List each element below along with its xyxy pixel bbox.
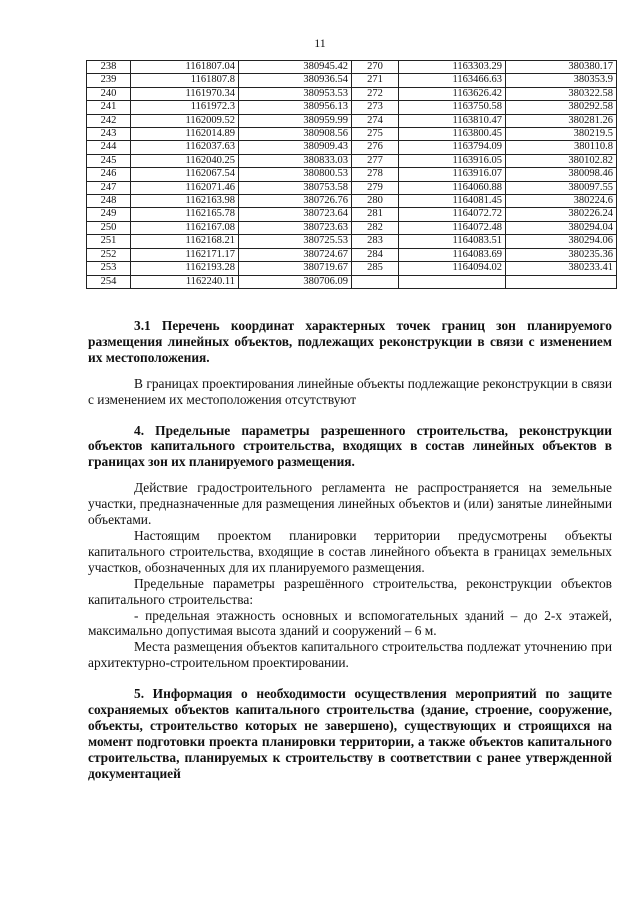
- table-row: [87, 141, 617, 154]
- y-coordinate-cell: 380233.41: [506, 262, 617, 275]
- x-coordinate-cell: 1162009.52: [131, 114, 239, 127]
- x-coordinate-cell: 1163466.63: [399, 74, 506, 87]
- point-number-cell: 273: [352, 101, 399, 114]
- point-number-cell: 254: [87, 275, 131, 288]
- y-coordinate-cell: 380833.03: [239, 154, 352, 167]
- section-4-paragraph: Действие градостроительного регламента не распространяется на земельные участки, предназначенные для размещения линейных объектов и (или) занятые линейными объектами.: [88, 480, 612, 528]
- x-coordinate-cell: 1164083.69: [399, 248, 506, 261]
- point-number-cell: 248: [87, 195, 131, 208]
- section-4-paragraph: Места размещения объектов капитального строительства подлежат уточнению при архитектурно-строительном проектировании.: [88, 639, 612, 671]
- y-coordinate-cell: 380956.13: [239, 101, 352, 114]
- section-3-1-text: В границах проектирования линейные объекты подлежащие реконструкции в связи с изменением их местоположения отсутствуют: [88, 375, 612, 407]
- x-coordinate-cell: 1162171.17: [131, 248, 239, 261]
- y-coordinate-cell: 380936.54: [239, 74, 352, 87]
- x-coordinate-cell: 1164081.45: [399, 195, 506, 208]
- y-coordinate-cell: 380294.04: [506, 221, 617, 234]
- x-coordinate-cell: 1162163.98: [131, 195, 239, 208]
- x-coordinate-cell: [399, 275, 506, 288]
- page-number: 11: [314, 36, 326, 50]
- point-number-cell: 246: [87, 168, 131, 181]
- x-coordinate-cell: 1162167.08: [131, 221, 239, 234]
- point-number-cell: 238: [87, 61, 131, 74]
- x-coordinate-cell: 1164072.72: [399, 208, 506, 221]
- point-number-cell: 280: [352, 195, 399, 208]
- x-coordinate-cell: 1163810.47: [399, 114, 506, 127]
- table-row: [87, 275, 617, 288]
- table-row: [87, 128, 617, 141]
- table-row: [87, 168, 617, 181]
- y-coordinate-cell: 380719.67: [239, 262, 352, 275]
- y-coordinate-cell: 380098.46: [506, 168, 617, 181]
- point-number-cell: 276: [352, 141, 399, 154]
- y-coordinate-cell: [506, 275, 617, 288]
- table-row: [87, 248, 617, 261]
- table-row: [87, 235, 617, 248]
- y-coordinate-cell: 380726.76: [239, 195, 352, 208]
- section-4-paragraph: Настоящим проектом планировки территории предусмотрены объекты капитального строительства, входящие в состав линейного объекта в границах земельных участков, обозначенных для их планируемого размещения.: [88, 527, 612, 575]
- y-coordinate-cell: 380725.53: [239, 235, 352, 248]
- document-body: [88, 318, 612, 782]
- section-5-heading: 5. Информация о необходимости осуществления мероприятий по защите сохраняемых объектов капитального строительства (здание, строение, сооружение, объекты, строительство которых не завершено), существующих и строящихся на момент подготовки проекта планировки территории, а также объектов капитального строительства, планируемых к строительству в соответствии с ранее утвержденной документацией: [88, 686, 612, 781]
- y-coordinate-cell: 380753.58: [239, 181, 352, 194]
- point-number-cell: 283: [352, 235, 399, 248]
- point-number-cell: 275: [352, 128, 399, 141]
- x-coordinate-cell: 1162040.25: [131, 154, 239, 167]
- point-number-cell: 244: [87, 141, 131, 154]
- section-4-list-item: - предельная этажность основных и вспомогательных зданий – до 2-х этажей, максимально допустимая высота зданий и сооружений – 6 м.: [88, 607, 612, 639]
- table-row: [87, 195, 617, 208]
- x-coordinate-cell: 1163626.42: [399, 87, 506, 100]
- y-coordinate-cell: 380706.09: [239, 275, 352, 288]
- point-number-cell: 247: [87, 181, 131, 194]
- y-coordinate-cell: 380723.64: [239, 208, 352, 221]
- x-coordinate-cell: 1162193.28: [131, 262, 239, 275]
- point-number-cell: 253: [87, 262, 131, 275]
- point-number-cell: 271: [352, 74, 399, 87]
- x-coordinate-cell: 1162168.21: [131, 235, 239, 248]
- x-coordinate-cell: 1162067.54: [131, 168, 239, 181]
- x-coordinate-cell: 1162037.63: [131, 141, 239, 154]
- table-row: [87, 74, 617, 87]
- y-coordinate-cell: 380353.9: [506, 74, 617, 87]
- y-coordinate-cell: 380224.6: [506, 195, 617, 208]
- y-coordinate-cell: 380097.55: [506, 181, 617, 194]
- point-number-cell: 249: [87, 208, 131, 221]
- table-row: [87, 208, 617, 221]
- section-3-1-heading: 3.1 Перечень координат характерных точек границ зон планируемого размещения линейных объектов, подлежащих реконструкции в связи с изменением их местоположения.: [88, 318, 612, 365]
- x-coordinate-cell: 1162014.89: [131, 128, 239, 141]
- point-number-cell: 284: [352, 248, 399, 261]
- point-number-cell: 270: [352, 61, 399, 74]
- y-coordinate-cell: 380953.53: [239, 87, 352, 100]
- x-coordinate-cell: 1163916.07: [399, 168, 506, 181]
- table-row: [87, 221, 617, 234]
- x-coordinate-cell: 1163303.29: [399, 61, 506, 74]
- x-coordinate-cell: 1163800.45: [399, 128, 506, 141]
- y-coordinate-cell: 380102.82: [506, 154, 617, 167]
- point-number-cell: 282: [352, 221, 399, 234]
- x-coordinate-cell: 1161972.3: [131, 101, 239, 114]
- point-number-cell: 250: [87, 221, 131, 234]
- point-number-cell: 272: [352, 87, 399, 100]
- point-number-cell: 245: [87, 154, 131, 167]
- point-number-cell: 252: [87, 248, 131, 261]
- x-coordinate-cell: 1161807.04: [131, 61, 239, 74]
- x-coordinate-cell: 1162071.46: [131, 181, 239, 194]
- table-row: [87, 101, 617, 114]
- point-number-cell: 277: [352, 154, 399, 167]
- point-number-cell: 243: [87, 128, 131, 141]
- y-coordinate-cell: 380226.24: [506, 208, 617, 221]
- y-coordinate-cell: 380235.36: [506, 248, 617, 261]
- y-coordinate-cell: 380723.63: [239, 221, 352, 234]
- point-number-cell: 239: [87, 74, 131, 87]
- point-number-cell: 242: [87, 114, 131, 127]
- point-number-cell: [352, 275, 399, 288]
- x-coordinate-cell: 1162240.11: [131, 275, 239, 288]
- table-row: [87, 61, 617, 74]
- y-coordinate-cell: 380219.5: [506, 128, 617, 141]
- y-coordinate-cell: 380959.99: [239, 114, 352, 127]
- y-coordinate-cell: 380322.58: [506, 87, 617, 100]
- x-coordinate-cell: 1163916.05: [399, 154, 506, 167]
- point-number-cell: 281: [352, 208, 399, 221]
- y-coordinate-cell: 380800.53: [239, 168, 352, 181]
- x-coordinate-cell: 1161807.8: [131, 74, 239, 87]
- coordinates-table: [86, 60, 617, 289]
- section-4-heading: 4. Предельные параметры разрешенного строительства, реконструкции объектов капитального строительства, входящих в состав линейных объектов в границах зон их планируемого размещения.: [88, 422, 612, 470]
- section-4-paragraph: Предельные параметры разрешённого строительства, реконструкции объектов капитального строительства:: [88, 575, 612, 607]
- y-coordinate-cell: 380294.06: [506, 235, 617, 248]
- point-number-cell: 251: [87, 235, 131, 248]
- x-coordinate-cell: 1164094.02: [399, 262, 506, 275]
- table-row: [87, 181, 617, 194]
- point-number-cell: 278: [352, 168, 399, 181]
- x-coordinate-cell: 1164060.88: [399, 181, 506, 194]
- table-row: [87, 87, 617, 100]
- point-number-cell: 241: [87, 101, 131, 114]
- y-coordinate-cell: 380292.58: [506, 101, 617, 114]
- y-coordinate-cell: 380281.26: [506, 114, 617, 127]
- y-coordinate-cell: 380945.42: [239, 61, 352, 74]
- y-coordinate-cell: 380380.17: [506, 61, 617, 74]
- y-coordinate-cell: 380908.56: [239, 128, 352, 141]
- x-coordinate-cell: 1163750.58: [399, 101, 506, 114]
- y-coordinate-cell: 380909.43: [239, 141, 352, 154]
- point-number-cell: 240: [87, 87, 131, 100]
- point-number-cell: 285: [352, 262, 399, 275]
- table-row: [87, 114, 617, 127]
- point-number-cell: 279: [352, 181, 399, 194]
- x-coordinate-cell: 1161970.34: [131, 87, 239, 100]
- x-coordinate-cell: 1164072.48: [399, 221, 506, 234]
- x-coordinate-cell: 1163794.09: [399, 141, 506, 154]
- table-row: [87, 262, 617, 275]
- y-coordinate-cell: 380110.8: [506, 141, 617, 154]
- x-coordinate-cell: 1164083.51: [399, 235, 506, 248]
- y-coordinate-cell: 380724.67: [239, 248, 352, 261]
- point-number-cell: 274: [352, 114, 399, 127]
- x-coordinate-cell: 1162165.78: [131, 208, 239, 221]
- table-row: [87, 154, 617, 167]
